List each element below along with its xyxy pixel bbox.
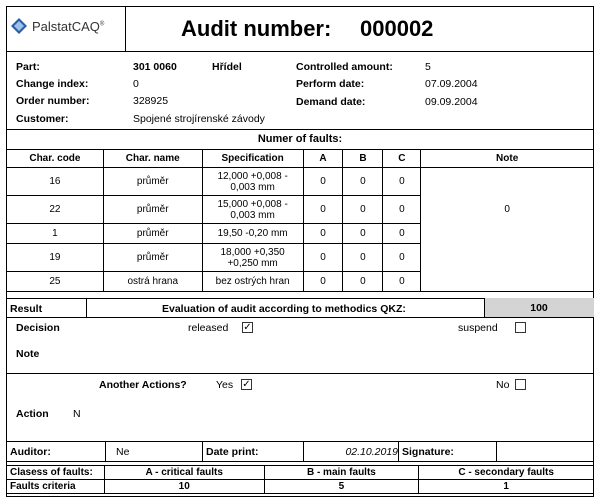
faults-title: Numer of faults: <box>257 133 343 145</box>
cell-a: 0 <box>303 168 343 196</box>
table-row <box>7 224 594 244</box>
released-label: released <box>188 322 229 334</box>
signature-label: Signature: <box>402 446 454 458</box>
col-c: C <box>383 150 421 168</box>
cell-code: 16 <box>7 168 104 196</box>
classes-label: Clasess of faults: <box>7 466 105 480</box>
order-number-label: Order number: <box>16 95 90 107</box>
header-logo <box>10 15 120 39</box>
cell-c: 0 <box>383 168 421 196</box>
faults-table <box>6 149 594 292</box>
cell-c: 0 <box>383 244 421 272</box>
cell-code: 1 <box>7 224 104 244</box>
part-name: Hřídel <box>212 61 242 73</box>
perform-date-value: 07.09.2004 <box>425 78 478 90</box>
another-actions-label: Another Actions? <box>99 379 187 391</box>
yes-label: Yes <box>216 379 234 391</box>
note-value: 0 <box>421 196 594 224</box>
col-char-name: Char. name <box>103 150 202 168</box>
no-checkbox[interactable] <box>515 379 526 390</box>
order-number-value: 328925 <box>133 95 169 107</box>
audit-title: Audit number: <box>181 16 332 41</box>
cell-note <box>421 272 594 292</box>
suspend-checkbox[interactable] <box>515 322 526 333</box>
cell-spec: 15,000 +0,008 - 0,003 mm <box>202 196 303 224</box>
class-b: B - main faults <box>264 466 419 480</box>
cell-note <box>421 224 594 244</box>
logo-registered-mark: ® <box>99 21 105 28</box>
evaluation-label: Evaluation of audit according to methodics QKZ: <box>162 303 406 315</box>
cell-spec: 12,000 +0,008 - 0,003 mm <box>202 168 303 196</box>
evaluation-value: 100 <box>530 302 548 314</box>
change-index-value: 0 <box>133 78 139 90</box>
change-index-label: Change index: <box>16 78 89 90</box>
demand-date-label: Demand date: <box>296 96 366 108</box>
col-a: A <box>303 150 343 168</box>
cell-spec: 18,000 +0,350 +0,250 mm <box>202 244 303 272</box>
cell-spec: bez ostrých hran <box>202 272 303 292</box>
table-row <box>7 168 594 196</box>
cell-code: 19 <box>7 244 104 272</box>
suspend-label: suspend <box>458 322 498 334</box>
cell-c: 0 <box>383 272 421 292</box>
auditor-label: Auditor: <box>10 446 51 458</box>
no-label: No <box>496 379 510 391</box>
auditor-value: Ne <box>116 446 130 458</box>
cell-a: 0 <box>303 244 343 272</box>
cell-b: 0 <box>343 196 383 224</box>
action-label: Action <box>16 408 49 420</box>
cell-note <box>421 168 594 196</box>
customer-label: Customer: <box>16 113 69 125</box>
part-label: Part: <box>16 61 40 73</box>
col-char-code: Char. code <box>7 150 104 168</box>
criteria-a: 10 <box>104 480 264 494</box>
cell-name: ostrá hrana <box>103 272 202 292</box>
cell-spec: 19,50 -0,20 mm <box>202 224 303 244</box>
decision-label: Decision <box>16 322 60 334</box>
action-value: N <box>73 408 81 420</box>
cell-c: 0 <box>383 224 421 244</box>
cell-a: 0 <box>303 196 343 224</box>
cell-code: 22 <box>7 196 104 224</box>
class-a: A - critical faults <box>104 466 264 480</box>
cell-c: 0 <box>383 196 421 224</box>
audit-number: 000002 <box>360 16 434 41</box>
customer-value: Spojené strojírenské závody <box>133 113 265 125</box>
classes-table <box>6 465 594 494</box>
date-print-label: Date print: <box>206 446 259 458</box>
released-checkbox[interactable]: ✓ <box>243 322 252 333</box>
result-label: Result <box>10 303 43 315</box>
classes-row <box>7 466 594 480</box>
col-b: B <box>343 150 383 168</box>
table-row <box>7 196 594 224</box>
controlled-amount-label: Controlled amount: <box>296 61 393 73</box>
palstat-logo-icon <box>10 17 28 35</box>
col-specification: Specification <box>202 150 303 168</box>
cell-name: průměr <box>103 244 202 272</box>
cell-b: 0 <box>343 244 383 272</box>
table-row <box>7 272 594 292</box>
criteria-c: 1 <box>419 480 594 494</box>
cell-name: průměr <box>103 168 202 196</box>
logo-text: PalstatCAQ <box>32 19 100 34</box>
perform-date-label: Perform date: <box>296 78 365 90</box>
demand-date-value: 09.09.2004 <box>425 96 478 108</box>
criteria-row <box>7 480 594 494</box>
cell-b: 0 <box>343 168 383 196</box>
cell-code: 25 <box>7 272 104 292</box>
cell-name: průměr <box>103 196 202 224</box>
cell-a: 0 <box>303 224 343 244</box>
criteria-b: 5 <box>264 480 419 494</box>
col-note: Note <box>421 150 594 168</box>
cell-name: průměr <box>103 224 202 244</box>
yes-checkbox[interactable]: ✓ <box>242 379 251 390</box>
table-row <box>7 244 594 272</box>
cell-b: 0 <box>343 272 383 292</box>
cell-a: 0 <box>303 272 343 292</box>
controlled-amount-value: 5 <box>425 61 431 73</box>
class-c: C - secondary faults <box>419 466 594 480</box>
faults-header-row <box>7 150 594 168</box>
cell-b: 0 <box>343 224 383 244</box>
note-label: Note <box>16 348 40 360</box>
cell-note <box>421 244 594 272</box>
date-print-value: 02.10.2019 <box>345 446 398 458</box>
part-code: 301 0060 <box>133 61 177 73</box>
criteria-label: Faults criteria <box>7 480 105 494</box>
